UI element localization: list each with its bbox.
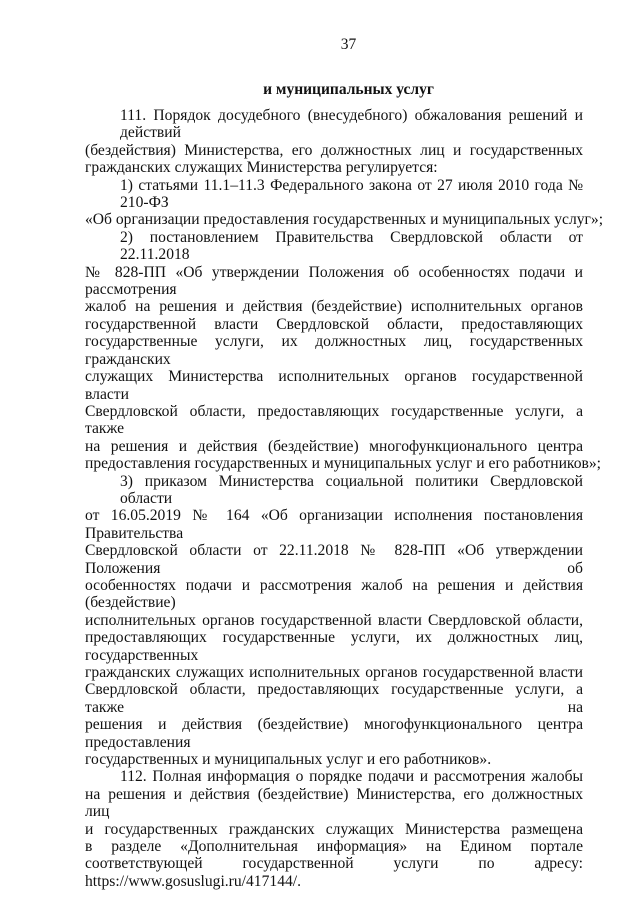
text-line: 3) приказом Министерства социальной политики Свердловской области <box>120 472 583 507</box>
text-line: № 828-ПП «Об утверждении Положения об особенностях подачи и рассмотрения <box>85 263 583 299</box>
paragraph <box>85 107 583 177</box>
text-line: гражданских служащих исполнительных органов государственной власти <box>85 664 583 681</box>
text-line: https://www.gosuslugi.ru/417144/. <box>85 872 302 890</box>
text-line: от 16.05.2019 № 164 «Об организации исполнения постановления Правительства <box>85 507 583 542</box>
paragraph <box>85 176 604 229</box>
document-body <box>85 107 604 890</box>
text-line: на решения и действия (бездействие) многофункционального центра <box>85 437 583 455</box>
text-line: исполнительных органов государственной власти Свердловской области, <box>85 611 583 629</box>
text-line: государственной власти Свердловской области, предоставляющих <box>85 315 583 333</box>
paragraph <box>85 228 601 473</box>
text-line: 112. Полная информация о порядке подачи и рассмотрения жалобы <box>120 768 583 786</box>
text-line: жалоб на решения и действия (бездействие) исполнительных органов <box>85 298 583 316</box>
text-line: Свердловской области от 22.11.2018 № 828-ПП «Об утверждении Положения об <box>85 542 583 577</box>
text-line: государственных и муниципальных услуг и его работников». <box>85 751 492 769</box>
text-line: Свердловской области, предоставляющих государственные услуги, а также <box>85 402 583 438</box>
page-number: 37 <box>340 36 357 53</box>
text-line: предоставления государственных и муниципальных услуг и его работников»; <box>85 455 601 473</box>
text-line: предоставляющих государственные услуги, их должностных лиц, государственных <box>85 629 583 664</box>
text-line: 1) статьями 11.1–11.3 Федерального закона от 27 июля 2010 года № 210-ФЗ <box>120 176 583 212</box>
text-line: на решения и действия (бездействие) Министерства, его должностных лиц <box>85 785 583 821</box>
text-line: государственные услуги, их должностных лиц, государственных гражданских <box>85 333 583 368</box>
text-line: особенностях подачи и рассмотрения жалоб на решения и действия (бездействие) <box>85 576 583 612</box>
text-line: решения и действия (бездействие) многофункционального центра предоставления <box>85 716 583 751</box>
text-line: в разделе «Дополнительная информация» на Едином портале <box>85 838 583 856</box>
paragraph <box>85 473 583 769</box>
text-line: (бездействия) Министерства, его должностных лиц и государственных <box>85 141 583 159</box>
text-line: соответствующей государственной услуги по адресу: <box>85 855 583 873</box>
text-line: «Об организации предоставления государственных и муниципальных услуг»; <box>85 211 604 229</box>
text-line: Свердловской области, предоставляющих государственные услуги, а также на <box>85 681 583 716</box>
paragraph <box>85 768 583 890</box>
text-line: гражданских служащих Министерства регулируется: <box>85 159 438 177</box>
text-line: 2) постановлением Правительства Свердловской области от 22.11.2018 <box>120 228 583 264</box>
text-line: служащих Министерства исполнительных органов государственной власти <box>85 368 583 403</box>
section-heading: и муниципальных услуг <box>263 81 434 98</box>
text-line: и государственных гражданских служащих Министерства размещена <box>85 820 583 838</box>
text-line: 111. Порядок досудебного (внесудебного) обжалования решений и действий <box>120 107 583 142</box>
